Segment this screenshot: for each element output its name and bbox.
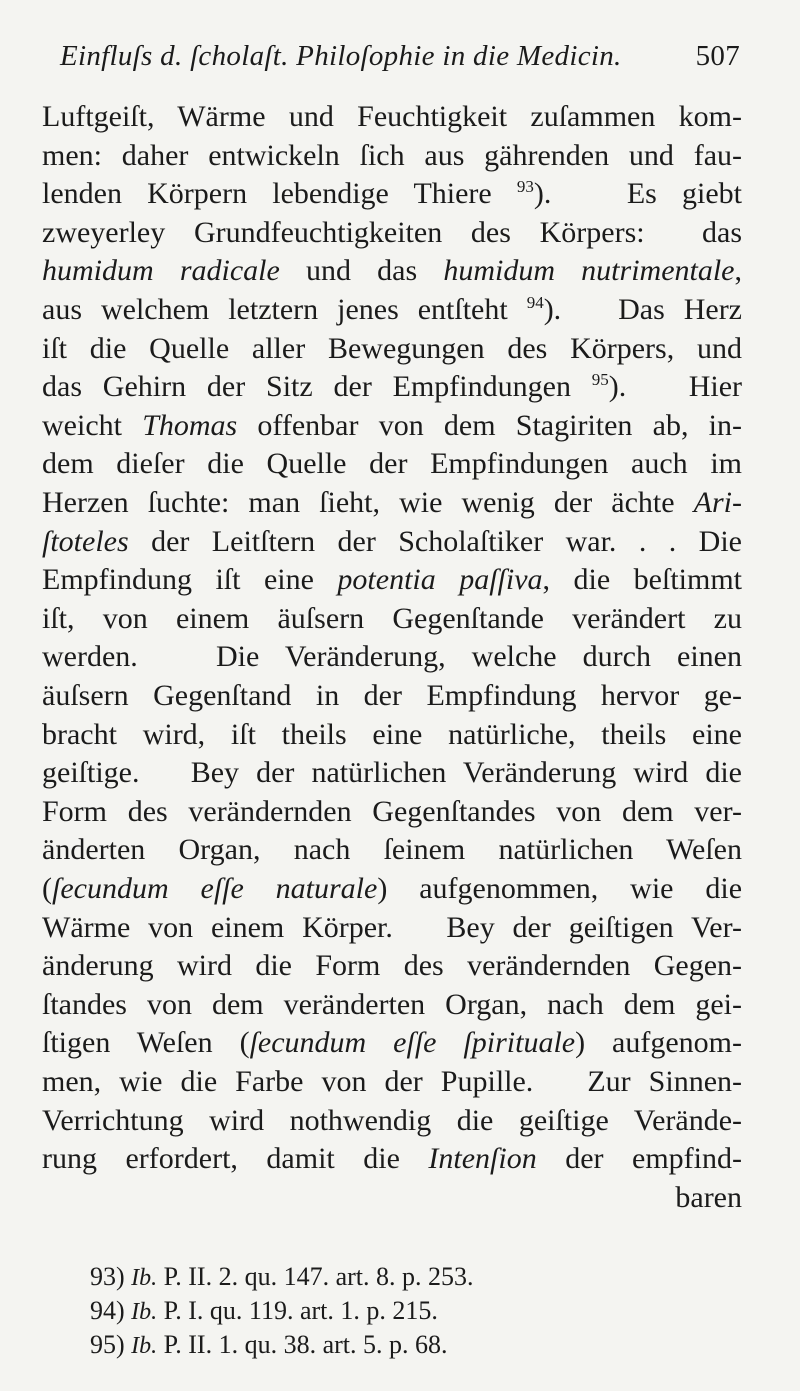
text-line xyxy=(42,753,742,793)
text-segment: änderung wird die Form des verändernden Gegen- xyxy=(42,949,742,983)
text-segment: ) aufgenom- xyxy=(575,1026,742,1060)
text-segment: äuſsern Gegenſtand in der Empfindung hervor ge- xyxy=(42,679,742,712)
text-segment: Luftgeiſt, Wärme und Feuchtigkeit zuſammen kom- xyxy=(42,100,742,133)
text-line xyxy=(42,97,742,137)
italic-text: ſecundum eſſe naturale xyxy=(52,872,378,905)
text-segment: ) aufgenommen, wie die xyxy=(377,872,743,905)
text-line xyxy=(42,676,742,716)
italic-text: Thomas xyxy=(142,408,238,442)
footnote-number: 95) xyxy=(90,1330,125,1359)
text-segment: der empfind- xyxy=(536,1142,742,1176)
text-line xyxy=(42,213,742,253)
italic-text: ſecundum eſſe ſpirituale xyxy=(249,1026,576,1060)
footnote-marker: 94 xyxy=(526,293,544,312)
text-segment: ſtigen Weſen ( xyxy=(42,1026,250,1060)
text-segment: iſt die Quelle aller Bewegungen des Körpers, und xyxy=(42,331,742,365)
text-line xyxy=(42,290,742,330)
footnote-source: Ib. xyxy=(131,1333,158,1359)
text-line xyxy=(42,444,742,484)
text-segment: offenbar von dem Stagiriten ab, in- xyxy=(237,408,743,442)
text-segment: men: daher entwickeln ſich aus gährenden und fau- xyxy=(42,138,742,172)
footnote xyxy=(90,1260,474,1294)
text-line xyxy=(42,560,742,600)
text-segment: und das xyxy=(279,254,444,288)
text-line xyxy=(42,830,742,870)
italic-text: ſtoteles xyxy=(42,524,129,558)
text-segment: Empfindung iſt eine xyxy=(42,563,338,597)
text-segment: der Leitſtern der Scholaſtiker war. . . Die xyxy=(128,524,742,558)
text-line xyxy=(42,792,742,832)
text-segment: aus welchem letztern jenes entſteht xyxy=(42,293,527,326)
text-line xyxy=(42,715,742,755)
text-line xyxy=(42,869,742,909)
footnote-reference: P. II. 2. qu. 147. art. 8. p. 253. xyxy=(163,1262,474,1291)
footnote-number: 93) xyxy=(90,1262,125,1291)
italic-text: humidum radicale xyxy=(42,254,280,288)
text-segment: lenden Körpern lebendige Thiere xyxy=(42,177,517,211)
text-segment: dem dieſer die Quelle der Empfindungen auch im xyxy=(42,447,742,481)
text-segment: , die beſtimmt xyxy=(542,563,742,597)
text-segment: ). Es giebt xyxy=(533,177,742,211)
text-segment: ). Hier xyxy=(608,370,742,404)
text-segment: ( xyxy=(42,872,52,905)
text-line xyxy=(42,1062,742,1102)
text-segment: men, wie die Farbe von der Pupille. Zur Sinnen- xyxy=(42,1065,742,1098)
text-segment: Wärme von einem Körper. Bey der geiſtigen Ver- xyxy=(42,910,742,944)
text-segment: iſt, von einem äuſsern Gegenſtande verändert zu xyxy=(42,601,742,635)
text-segment: weicht xyxy=(42,408,143,442)
italic-text: humidum nutrimentale xyxy=(443,254,735,288)
italic-text: potentia paſſiva xyxy=(337,563,543,597)
running-header xyxy=(60,40,740,80)
footnote xyxy=(90,1294,474,1328)
text-line xyxy=(42,599,742,639)
text-segment: Verrichtung wird nothwendig die geiſtige Verände- xyxy=(42,1103,742,1137)
text-line xyxy=(42,483,742,523)
footnote-reference: P. I. qu. 119. art. 1. p. 215. xyxy=(163,1296,438,1325)
text-line xyxy=(42,1023,742,1063)
text-line xyxy=(42,1139,742,1179)
text-line xyxy=(42,946,742,986)
text-line xyxy=(42,1101,742,1141)
footnote xyxy=(90,1328,474,1362)
text-line xyxy=(42,522,742,562)
text-segment: bracht wird, iſt theils eine natürliche, theils eine xyxy=(42,717,742,751)
page-number: 507 xyxy=(695,40,740,72)
italic-text: Ari- xyxy=(693,486,742,519)
footnote-reference: P. II. 1. qu. 38. art. 5. p. 68. xyxy=(163,1330,448,1359)
text-line xyxy=(42,908,742,948)
text-segment: , xyxy=(734,254,742,288)
text-line xyxy=(42,174,742,214)
text-segment: baren xyxy=(675,1180,742,1214)
text-line xyxy=(42,406,742,446)
footnote-number: 94) xyxy=(90,1296,125,1325)
text-line xyxy=(42,136,742,176)
text-segment: zweyerley Grundfeuchtigkeiten des Körpers: das xyxy=(42,215,742,249)
text-segment: Form des verändernden Gegenſtandes von dem ver- xyxy=(42,794,742,828)
italic-text: Intenſion xyxy=(428,1142,537,1176)
footnote-marker: 95 xyxy=(591,370,609,390)
text-segment: rung erfordert, damit die xyxy=(42,1142,429,1176)
text-line xyxy=(42,637,742,677)
footnote-source: Ib. xyxy=(131,1265,158,1291)
text-line xyxy=(42,329,742,369)
text-segment: werden. Die Veränderung, welche durch einen xyxy=(42,640,742,674)
text-segment: ). Das Herz xyxy=(543,293,743,326)
footnote-source: Ib. xyxy=(131,1299,158,1325)
text-line xyxy=(42,251,742,291)
footnotes xyxy=(90,1260,474,1362)
text-segment: änderten Organ, nach ſeinem natürlichen Weſen xyxy=(42,833,742,867)
text-segment: Herzen ſuchte: man ſieht, wie wenig der ächte xyxy=(42,486,694,519)
text-line xyxy=(42,1178,742,1218)
text-line xyxy=(42,367,742,407)
text-segment: ſtandes von dem veränderten Organ, nach dem gei- xyxy=(42,987,742,1021)
text-segment: das Gehirn der Sitz der Empfindungen xyxy=(42,370,592,404)
text-segment: geiſtige. Bey der natürlichen Veränderung wird die xyxy=(42,756,742,790)
text-line xyxy=(42,985,742,1025)
footnote-marker: 93 xyxy=(516,177,534,197)
running-title: Einfluſs d. ſcholaſt. Philoſophie in die Medicin. xyxy=(60,40,622,72)
